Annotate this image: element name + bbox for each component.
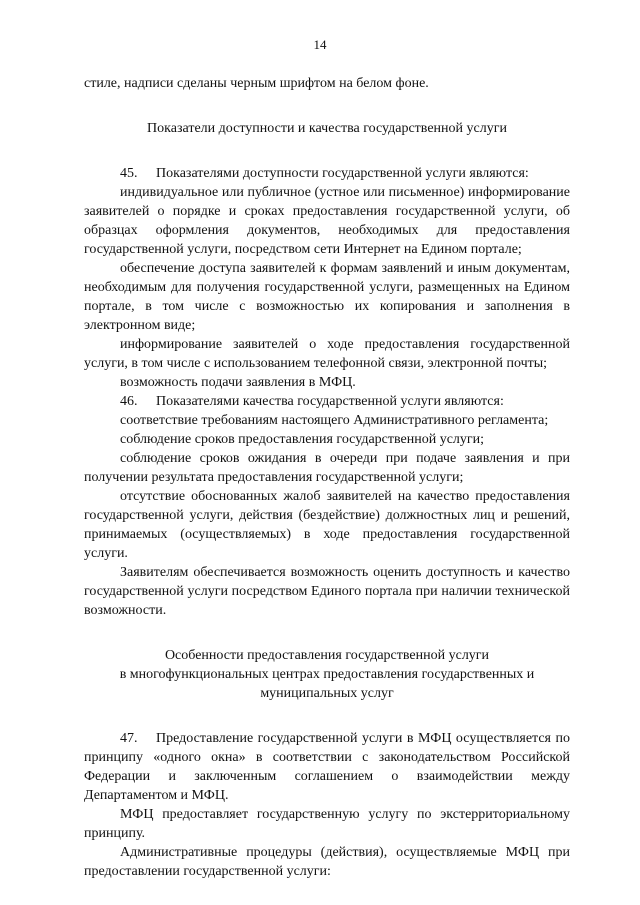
paragraph-text: соблюдение сроков предоставления государственной услуги; [120, 432, 485, 447]
paragraph [84, 411, 570, 430]
paragraph [84, 335, 570, 373]
numbered-paragraph [84, 392, 570, 411]
paragraph [84, 843, 570, 881]
paragraph [84, 449, 570, 487]
numbered-paragraph [84, 729, 570, 805]
section-heading [84, 119, 570, 138]
paragraph-number: 47. [120, 731, 138, 746]
section-gap [84, 138, 570, 164]
paragraph-text: МФЦ предоставляет государственную услугу по экстерриториальному принципу. [84, 807, 570, 841]
document-body [84, 74, 570, 881]
paragraph [84, 487, 570, 563]
paragraph-text: индивидуальное или публичное (устное или письменное) информирование заявителей о порядке и сроках предоставления государственной услуги, об образцах оформления документов, необходимых для предоставления государственной услуги, посредством сети Интернет на Едином портале; [84, 185, 570, 257]
paragraph-text: соблюдение сроков ожидания в очереди при подаче заявления и при получении результата предоставления государственной услуги; [84, 451, 570, 485]
paragraph-number: 46. [120, 394, 138, 409]
section-gap [84, 93, 570, 119]
paragraph-text: стиле, надписи сделаны черным шрифтом на белом фоне. [84, 76, 429, 91]
section-gap [84, 703, 570, 729]
paragraph-text: отсутствие обоснованных жалоб заявителей на качество предоставления государственной услуги, действия (бездействие) должностных лиц и решений, принимаемых (осуществляемых) в ходе предоставления государственной услуги. [84, 489, 570, 561]
paragraph-text: Административные процедуры (действия), осуществляемые МФЦ при предоставлении государственной услуги: [84, 845, 570, 879]
paragraph-number: 45. [120, 166, 138, 181]
paragraph-text: информирование заявителей о ходе предоставления государственной услуги, в том числе с использованием телефонной связи, электронной почты; [84, 337, 570, 371]
paragraph-text: Заявителям обеспечивается возможность оценить доступность и качество государственной услуги посредством Единого портала при наличии технической возможности. [84, 565, 570, 618]
paragraph-text: соответствие требованиям настоящего Административного регламента; [120, 413, 549, 428]
paragraph [84, 74, 570, 93]
paragraph [84, 183, 570, 259]
paragraph-text: Предоставление государственной услуги в МФЦ осуществляется по принципу «одного окна» в соответствии с законодательством Российской Федерации и заключенным соглашением о взаимодействии между Департаментом и МФЦ. [84, 731, 570, 803]
paragraph-text: Показателями качества государственной услуги являются: [156, 394, 504, 409]
paragraph-text: возможность подачи заявления в МФЦ. [120, 375, 356, 390]
paragraph [84, 430, 570, 449]
section-heading-line: в многофункциональных центрах предоставления государственных и [119, 667, 535, 682]
paragraph [84, 805, 570, 843]
section-heading-line: Особенности предоставления государственной услуги [164, 648, 490, 663]
section-gap [84, 620, 570, 646]
numbered-paragraph [84, 164, 570, 183]
paragraph [84, 259, 570, 335]
section-heading [84, 646, 570, 703]
paragraph [84, 373, 570, 392]
section-heading-line: Показатели доступности и качества государственной услуги [147, 121, 507, 136]
section-heading-line: муниципальных услуг [260, 686, 394, 701]
page-number: 14 [313, 37, 327, 52]
paragraph-text: Показателями доступности государственной услуги являются: [156, 166, 529, 181]
paragraph [84, 563, 570, 620]
paragraph-text: обеспечение доступа заявителей к формам заявлений и иным документам, необходимым для получения государственной услуги, размещенных на Едином портале, в том числе с возможностью их копирования и заполнения в электронном виде; [84, 261, 570, 333]
